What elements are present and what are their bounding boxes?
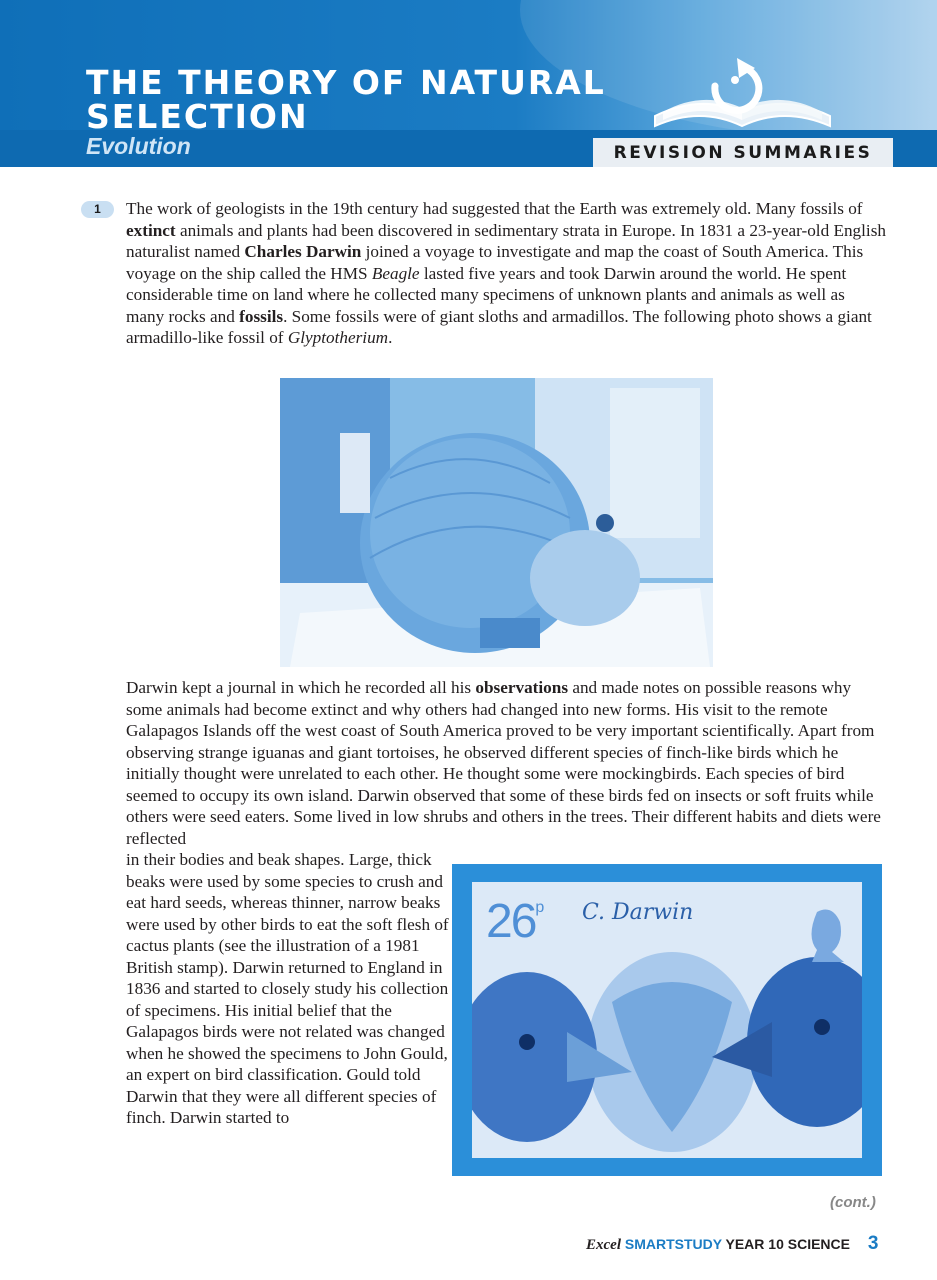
text-run: in their bodies and beak shapes. Large, thick beaks were used by some species to crush and eat hard seeds, whereas thinner, narrow beaks were used by other birds to eat the soft flesh of cactus plants (see the illustration of a 1981 British stamp). Darwin returned to England in 1836 and started to closely study his collection of specimens. His initial belief that the Galapagos birds were not related was changed when he showed the specimens to John Gould, an expert on bird classification. Gould told Darwin that they were all different species of finch. Darwin started to (126, 850, 449, 1127)
page-subtitle: Evolution (86, 133, 191, 159)
stamp-value-number: 26 (486, 895, 536, 948)
text-run: The work of geologists in the 19th century had suggested that the Earth was extremely old. Many fossils of (126, 199, 863, 218)
section-tab-revision-summaries: REVISION SUMMARIES (593, 138, 893, 167)
page-footer (586, 1233, 896, 1255)
text-run: . (388, 328, 393, 347)
darwin-signature: C. Darwin (582, 900, 694, 925)
paragraph-1 (126, 198, 886, 349)
continued-label: (cont.) (830, 1194, 876, 1211)
paragraph-2 (126, 677, 886, 849)
open-book-icon (645, 46, 840, 136)
glyptotherium-fossil-photo (280, 378, 713, 667)
text-run: and made notes on possible reasons why some animals had become extinct and why others had changed into new forms. His visit to the remote Galapagos Islands off the west coast of South America proved to be very important scientifically. Apart from observing strange iguanas and giant tortoises, he observed different species of finch-like birds which he initially thought were unrelated to each other. He thought some were mockingbirds. Each species of bird seemed to occupy its own island. Darwin observed that some of these birds fed on insects or soft fruits while others were seed eaters. Some lived in low shrubs and others in the trees. Their different habits and diets were reflected (126, 678, 881, 848)
text-run: joined a voyage to investigate and map the coast of South America. This voyage on the ship called the HMS (126, 242, 864, 283)
text-run: animals and plants had been discovered in sedimentary strata in Europe. In 1831 a 23-year-old English naturalist named (126, 220, 886, 261)
fossil-photo-image (280, 378, 713, 667)
text-run: lasted five years and took Darwin around the world. He spent considerable time on land where he collected many specimens of unknown plants and animals as well as many rocks and (126, 263, 847, 326)
stamp-value-unit: p (535, 899, 543, 916)
bold-term: fossils (239, 306, 284, 326)
page-number: 3 (867, 1233, 879, 1254)
bold-term: Charles Darwin (244, 242, 362, 261)
footer-product: SMARTSTUDY (624, 1236, 722, 1252)
text-run: . Some fossils were of giant sloths and armadillos. The following photo shows a giant armadillo-like fossil of (126, 306, 872, 347)
page-title: THE THEORY OF NATURAL SELECTION (86, 63, 606, 136)
italic-term: Glyptotherium (287, 328, 389, 347)
stamp-face (472, 882, 862, 1158)
text-run: Darwin kept a journal in which he recorded all his (126, 678, 476, 697)
item-number-badge: 1 (81, 201, 114, 218)
footer-series: YEAR 10 SCIENCE (725, 1236, 850, 1252)
bold-term: extinct (126, 220, 176, 240)
bold-term: observations (475, 678, 569, 697)
paragraph-3 (126, 849, 452, 1129)
italic-term: Beagle (371, 263, 420, 283)
stamp-value (486, 894, 542, 949)
footer-brand: Excel (586, 1237, 621, 1253)
darwin-stamp-illustration (452, 864, 882, 1176)
